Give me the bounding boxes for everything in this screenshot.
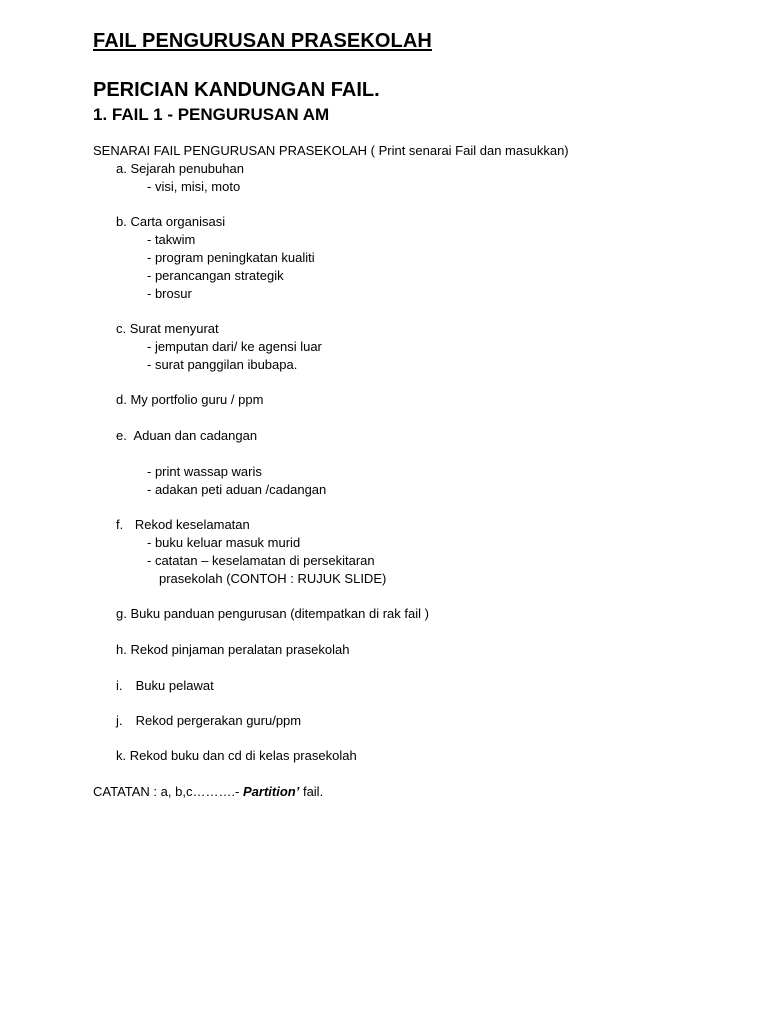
item-marker: k.: [116, 748, 127, 763]
item-label: Rekod keselamatan: [134, 517, 250, 532]
item-marker: d.: [116, 392, 127, 407]
list-item-b: [116, 214, 225, 230]
sub-item-continuation: prasekolah (CONTOH : RUJUK SLIDE): [159, 571, 387, 586]
document-heading: PERICIAN KANDUNGAN FAIL.: [93, 79, 380, 101]
list-item-d: [116, 392, 263, 408]
item-marker: b.: [116, 214, 127, 229]
document-title: FAIL PENGURUSAN PRASEKOLAH: [93, 30, 432, 52]
item-label: Aduan dan cadangan: [133, 428, 258, 443]
sub-item: - adakan peti aduan /cadangan: [147, 482, 327, 497]
sub-item: - jemputan dari/ ke agensi luar: [147, 339, 322, 354]
item-marker: e.: [116, 428, 127, 443]
list-item-i: [116, 678, 214, 694]
list-item-h: [116, 642, 349, 658]
item-label: Surat menyurat: [129, 321, 219, 336]
sub-item: - perancangan strategik: [147, 268, 284, 283]
item-marker: h.: [116, 642, 127, 657]
item-marker: g.: [116, 606, 127, 621]
sub-item: - buku keluar masuk murid: [147, 535, 301, 550]
sub-item: - surat panggilan ibubapa.: [147, 357, 298, 372]
sub-item: - catatan – keselamatan di persekitaran: [147, 553, 375, 568]
sub-item: - print wassap waris: [147, 464, 262, 479]
list-item-k: [116, 748, 357, 764]
item-label: Sejarah penubuhan: [130, 161, 244, 176]
item-marker: i.: [116, 678, 123, 693]
item-marker: c.: [116, 321, 127, 336]
sub-item: - takwim: [147, 232, 196, 247]
item-label: Rekod pinjaman peralatan prasekolah: [130, 642, 350, 657]
item-marker: j.: [116, 713, 123, 728]
intro-text: SENARAI FAIL PENGURUSAN PRASEKOLAH ( Print senarai Fail dan masukkan): [93, 143, 569, 158]
note-emphasis: Partition’: [243, 784, 300, 799]
item-label: Buku panduan pengurusan (ditempatkan di rak fail ): [130, 606, 429, 621]
note-suffix: fail.: [299, 784, 324, 799]
list-item-j: [116, 713, 301, 729]
sub-item: - brosur: [147, 286, 192, 301]
note-prefix: CATATAN : a, b,c……….-: [93, 784, 243, 799]
item-label: Buku pelawat: [135, 678, 214, 693]
sub-item: - program peningkatan kualiti: [147, 250, 315, 265]
document-subheading: 1. FAIL 1 - PENGURUSAN AM: [93, 105, 330, 124]
list-item-e: [116, 428, 257, 444]
item-label: Rekod buku dan cd di kelas prasekolah: [129, 748, 357, 763]
item-label: My portfolio guru / ppm: [130, 392, 264, 407]
list-item-c: [116, 321, 219, 337]
item-marker: a.: [116, 161, 127, 176]
note-line: [93, 784, 323, 800]
item-label: Rekod pergerakan guru/ppm: [135, 713, 302, 728]
item-marker: f.: [116, 517, 124, 532]
list-item-f: [116, 517, 250, 533]
sub-item: - visi, misi, moto: [147, 179, 241, 194]
list-item-g: [116, 606, 429, 622]
item-label: Carta organisasi: [130, 214, 226, 229]
list-item-a: [116, 161, 244, 177]
